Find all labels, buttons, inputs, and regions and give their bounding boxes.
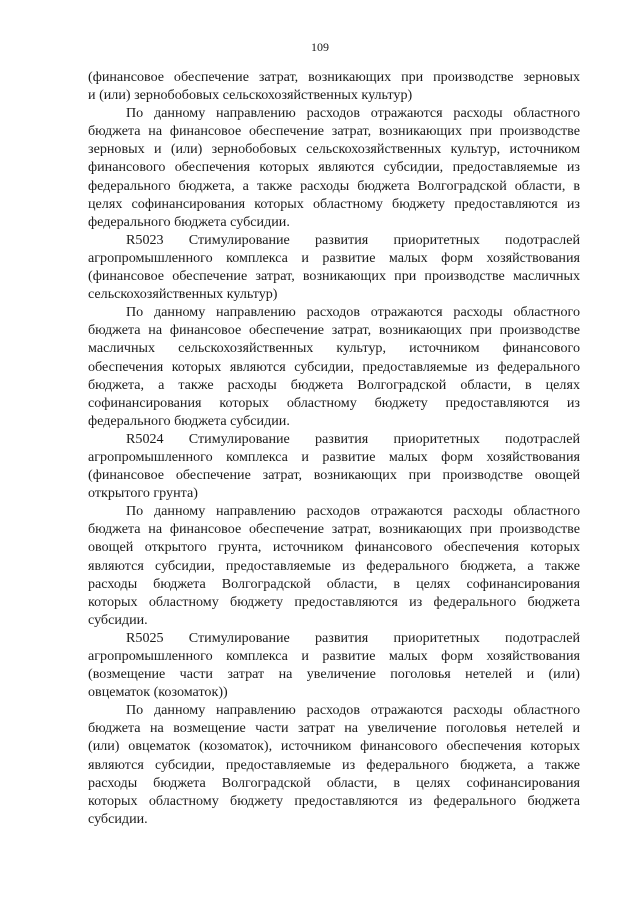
text-line: целях софинансирования которых областному бюджету предоставляются из [88, 195, 580, 212]
text-line: (возмещение части затрат на увеличение поголовья нетелей и (или) [88, 666, 580, 683]
text-line: бюджета на финансовое обеспечение затрат, возникающих при производстве [88, 322, 580, 339]
text-line: федерального бюджета, а также расходы бюджета Волгоградской области, в [88, 177, 580, 194]
text-line: софинансирования которых областному бюджету предоставляются из [88, 394, 580, 411]
text-line: овцематок (козоматок)) [88, 684, 228, 701]
text-line: R5023 Стимулирование развития приоритетных подотраслей [126, 231, 580, 248]
text-line: По данному направлению расходов отражаются расходы областного [126, 304, 580, 321]
text-line: бюджета на финансовое обеспечение затрат, возникающих при производстве [88, 123, 580, 140]
text-line: расходы бюджета Волгоградской области, в целях софинансирования [88, 575, 580, 592]
text-line: бюджета, а также расходы бюджета Волгоградской области, в целях [88, 376, 580, 393]
text-line: масличных сельскохозяйственных культур, источником финансового [88, 340, 580, 357]
text-line: (финансовое обеспечение затрат, возникающих при производстве зерновых [88, 69, 580, 85]
text-line: агропромышленного комплекса и развитие малых форм хозяйствования [88, 648, 580, 664]
text-line: которых областному бюджету предоставляются из федерального бюджета [88, 593, 580, 610]
text-line: зерновых и (или) зернобобовых сельскохозяйственных культур, источником [88, 141, 580, 158]
text-line: сельскохозяйственных культур) [88, 286, 278, 303]
text-line: агропромышленного комплекса и развитие малых форм хозяйствования [88, 448, 580, 465]
text-line: (финансовое обеспечение затрат, возникающих при производстве масличных [88, 268, 580, 285]
text-line: По данному направлению расходов отражаются расходы областного [126, 105, 580, 122]
text-line: (финансовое обеспечение затрат, возникающих при производстве овощей [88, 467, 580, 484]
text-line: По данному направлению расходов отражаются расходы областного [126, 503, 580, 520]
document-body [88, 68, 580, 828]
text-line: обеспечения которых являются субсидии, предоставляемые из федерального [88, 358, 580, 375]
text-line: R5024 Стимулирование развития приоритетных подотраслей [126, 430, 580, 447]
text-line: агропромышленного комплекса и развитие малых форм хозяйствования [88, 249, 580, 266]
text-line: бюджета на финансовое обеспечение затрат, возникающих при производстве [88, 521, 580, 538]
text-line: субсидии. [88, 611, 148, 628]
text-line: и (или) зернобобовых сельскохозяйственных культур) [88, 87, 413, 104]
text-line: федерального бюджета субсидии. [88, 213, 290, 230]
text-line: По данному направлению расходов отражаются расходы областного [126, 702, 580, 719]
page-number: 109 [311, 40, 329, 54]
text-line: являются субсидии, предоставляемые из федерального бюджета, а также [88, 756, 580, 773]
text-line: R5025 Стимулирование развития приоритетных подотраслей [126, 629, 580, 646]
text-line: финансового обеспечения которых являются субсидии, предоставляемые из [88, 159, 580, 176]
text-line: овощей открытого грунта, источником финансового обеспечения которых [88, 539, 580, 556]
text-line: расходы бюджета Волгоградской области, в целях софинансирования [88, 774, 580, 791]
text-line: бюджета на возмещение части затрат на увеличение поголовья нетелей и [88, 720, 580, 737]
text-line: которых областному бюджету предоставляются из федерального бюджета [88, 792, 580, 809]
text-line: (или) овцематок (козоматок), источником финансового обеспечения которых [88, 738, 580, 755]
text-line: открытого грунта) [88, 485, 198, 502]
text-line: субсидии. [88, 810, 148, 827]
text-line: являются субсидии, предоставляемые из федерального бюджета, а также [88, 557, 580, 574]
text-line: федерального бюджета субсидии. [88, 412, 290, 429]
